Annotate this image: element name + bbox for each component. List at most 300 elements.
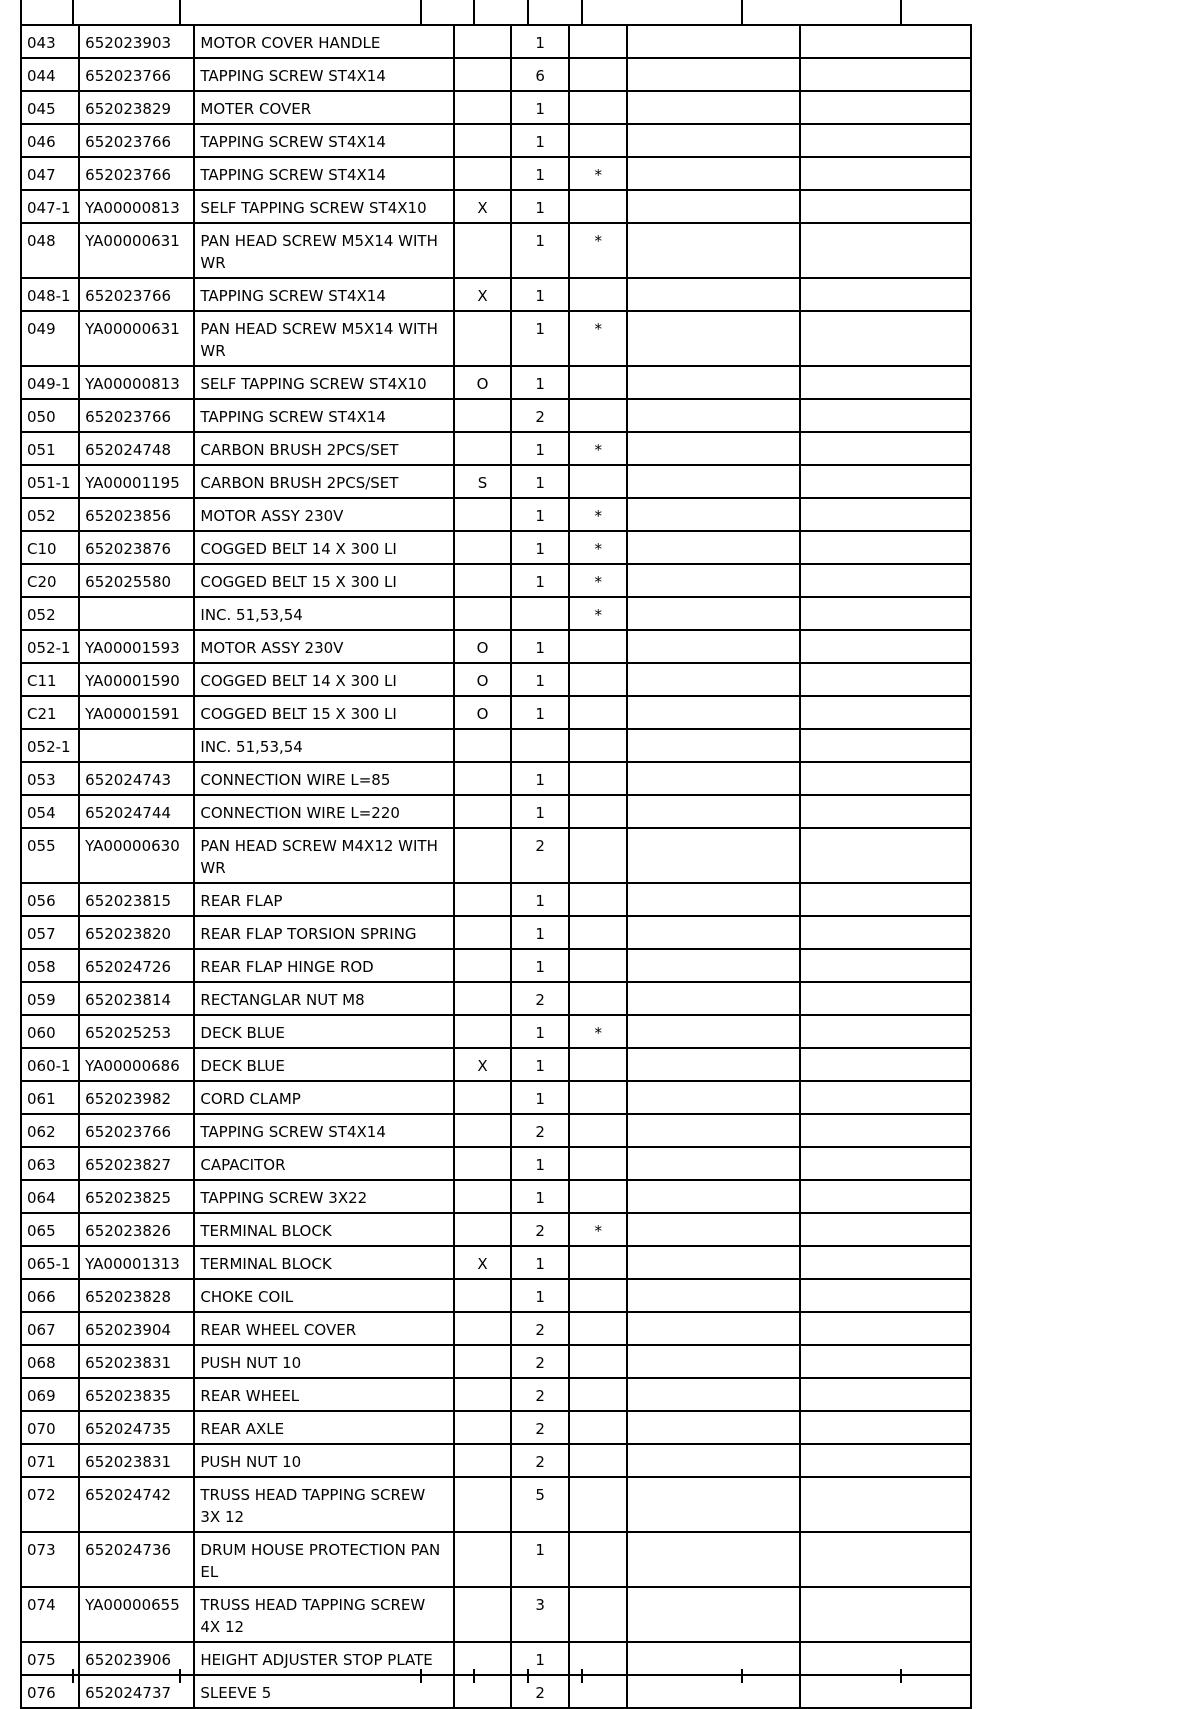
- table-row: [21, 399, 971, 432]
- change-mark-cell: [454, 1411, 511, 1444]
- blank-column-b-cell: [800, 1411, 971, 1444]
- blank-column-a-cell: [627, 432, 799, 465]
- blank-column-b-cell: [800, 25, 971, 58]
- spare-mark-cell: [569, 630, 627, 663]
- item-number-cell: 069: [21, 1378, 79, 1411]
- blank-column-a-cell: [627, 58, 799, 91]
- table-row: [21, 25, 971, 58]
- blank-column-b-cell: [800, 564, 971, 597]
- blank-column-b-cell: [800, 982, 971, 1015]
- table-top-continuation: [20, 0, 972, 24]
- item-number-cell: 047-1: [21, 190, 79, 223]
- description-cell: PAN HEAD SCREW M5X14 WITH WR: [194, 223, 454, 278]
- item-number-cell: 051: [21, 432, 79, 465]
- change-mark-cell: [454, 762, 511, 795]
- blank-column-b-cell: [800, 795, 971, 828]
- part-number-cell: 652025253: [79, 1015, 194, 1048]
- quantity-cell: 1: [511, 278, 569, 311]
- item-number-cell: 052-1: [21, 729, 79, 762]
- part-number-cell: YA00000655: [79, 1587, 194, 1642]
- blank-column-a-cell: [627, 1312, 799, 1345]
- blank-column-a-cell: [627, 223, 799, 278]
- blank-column-a-cell: [627, 630, 799, 663]
- item-number-cell: 047: [21, 157, 79, 190]
- description-cell: DECK BLUE: [194, 1015, 454, 1048]
- quantity-cell: 1: [511, 1081, 569, 1114]
- item-number-cell: 049-1: [21, 366, 79, 399]
- change-mark-cell: [454, 795, 511, 828]
- spare-mark-cell: *: [569, 223, 627, 278]
- item-number-cell: 046: [21, 124, 79, 157]
- blank-column-a-cell: [627, 465, 799, 498]
- quantity-cell: 1: [511, 1180, 569, 1213]
- blank-column-b-cell: [800, 190, 971, 223]
- part-number-cell: YA00000813: [79, 366, 194, 399]
- change-mark-cell: [454, 1114, 511, 1147]
- spare-mark-cell: [569, 58, 627, 91]
- blank-column-b-cell: [800, 696, 971, 729]
- part-number-cell: 652023906: [79, 1642, 194, 1675]
- blank-column-a-cell: [627, 1532, 799, 1587]
- quantity-cell: 1: [511, 223, 569, 278]
- blank-column-b-cell: [800, 124, 971, 157]
- description-cell: MOTER COVER: [194, 91, 454, 124]
- change-mark-cell: [454, 91, 511, 124]
- blank-column-a-cell: [627, 91, 799, 124]
- table-row: [21, 795, 971, 828]
- blank-column-b-cell: [800, 432, 971, 465]
- change-mark-cell: [454, 1213, 511, 1246]
- quantity-cell: 2: [511, 1114, 569, 1147]
- blank-column-b-cell: [800, 949, 971, 982]
- part-number-cell: YA00000631: [79, 223, 194, 278]
- part-number-cell: [79, 729, 194, 762]
- table-row: [21, 124, 971, 157]
- blank-column-a-cell: [627, 1081, 799, 1114]
- change-mark-cell: O: [454, 630, 511, 663]
- part-number-cell: 652024744: [79, 795, 194, 828]
- blank-column-a-cell: [627, 1345, 799, 1378]
- blank-column-a-cell: [627, 795, 799, 828]
- quantity-cell: 2: [511, 1345, 569, 1378]
- blank-column-b-cell: [800, 630, 971, 663]
- part-number-cell: 652023766: [79, 157, 194, 190]
- blank-column-b-cell: [800, 1180, 971, 1213]
- blank-column-a-cell: [627, 762, 799, 795]
- change-mark-cell: [454, 982, 511, 1015]
- spare-mark-cell: [569, 1114, 627, 1147]
- item-number-cell: 057: [21, 916, 79, 949]
- blank-column-b-cell: [800, 1444, 971, 1477]
- blank-column-a-cell: [627, 1279, 799, 1312]
- quantity-cell: 3: [511, 1587, 569, 1642]
- spare-mark-cell: *: [569, 1015, 627, 1048]
- table-row: [21, 982, 971, 1015]
- description-cell: TAPPING SCREW ST4X14: [194, 124, 454, 157]
- blank-column-b-cell: [800, 883, 971, 916]
- quantity-cell: 1: [511, 1147, 569, 1180]
- description-cell: INC. 51,53,54: [194, 729, 454, 762]
- table-row: [21, 564, 971, 597]
- blank-column-b-cell: [800, 762, 971, 795]
- blank-column-b-cell: [800, 1015, 971, 1048]
- quantity-cell: 6: [511, 58, 569, 91]
- change-mark-cell: [454, 531, 511, 564]
- change-mark-cell: [454, 916, 511, 949]
- part-number-cell: 652023856: [79, 498, 194, 531]
- item-number-cell: 043: [21, 25, 79, 58]
- part-number-cell: 652023835: [79, 1378, 194, 1411]
- blank-column-b-cell: [800, 223, 971, 278]
- spare-mark-cell: [569, 465, 627, 498]
- quantity-cell: 1: [511, 1279, 569, 1312]
- change-mark-cell: [454, 399, 511, 432]
- part-number-cell: 652023826: [79, 1213, 194, 1246]
- description-cell: PUSH NUT 10: [194, 1345, 454, 1378]
- change-mark-cell: [454, 949, 511, 982]
- blank-column-a-cell: [627, 949, 799, 982]
- table-row: [21, 1378, 971, 1411]
- item-number-cell: 049: [21, 311, 79, 366]
- blank-column-b-cell: [800, 1279, 971, 1312]
- description-cell: TAPPING SCREW ST4X14: [194, 58, 454, 91]
- item-number-cell: 052: [21, 498, 79, 531]
- table-row: [21, 1147, 971, 1180]
- item-number-cell: 053: [21, 762, 79, 795]
- part-number-cell: 652023820: [79, 916, 194, 949]
- table-row: [21, 465, 971, 498]
- part-number-cell: YA00001195: [79, 465, 194, 498]
- description-cell: SELF TAPPING SCREW ST4X10: [194, 190, 454, 223]
- table-row: [21, 1312, 971, 1345]
- spare-mark-cell: [569, 399, 627, 432]
- description-cell: SLEEVE 5: [194, 1675, 454, 1708]
- item-number-cell: 054: [21, 795, 79, 828]
- blank-column-b-cell: [800, 58, 971, 91]
- quantity-cell: 1: [511, 1015, 569, 1048]
- blank-column-a-cell: [627, 1015, 799, 1048]
- part-number-cell: YA00001590: [79, 663, 194, 696]
- item-number-cell: 065-1: [21, 1246, 79, 1279]
- blank-column-a-cell: [627, 531, 799, 564]
- quantity-cell: 1: [511, 465, 569, 498]
- blank-column-a-cell: [627, 1587, 799, 1642]
- blank-column-a-cell: [627, 1444, 799, 1477]
- blank-column-b-cell: [800, 91, 971, 124]
- part-number-cell: 652024748: [79, 432, 194, 465]
- description-cell: MOTOR ASSY 230V: [194, 498, 454, 531]
- blank-column-a-cell: [627, 124, 799, 157]
- spare-mark-cell: [569, 366, 627, 399]
- change-mark-cell: X: [454, 278, 511, 311]
- description-cell: REAR AXLE: [194, 1411, 454, 1444]
- item-number-cell: 059: [21, 982, 79, 1015]
- change-mark-cell: [454, 597, 511, 630]
- item-number-cell: 076: [21, 1675, 79, 1708]
- table-row: [21, 597, 971, 630]
- part-number-cell: 652023814: [79, 982, 194, 1015]
- blank-column-b-cell: [800, 1345, 971, 1378]
- table-row: [21, 1213, 971, 1246]
- description-cell: COGGED BELT 14 X 300 LI: [194, 663, 454, 696]
- spare-mark-cell: [569, 1345, 627, 1378]
- blank-column-a-cell: [627, 916, 799, 949]
- blank-column-b-cell: [800, 465, 971, 498]
- description-cell: REAR WHEEL COVER: [194, 1312, 454, 1345]
- table-row: [21, 663, 971, 696]
- description-cell: RECTANGLAR NUT M8: [194, 982, 454, 1015]
- item-number-cell: 070: [21, 1411, 79, 1444]
- item-number-cell: 065: [21, 1213, 79, 1246]
- table-row: [21, 1180, 971, 1213]
- spare-mark-cell: [569, 828, 627, 883]
- table-row: [21, 1246, 971, 1279]
- quantity-cell: 1: [511, 1048, 569, 1081]
- table-row: [21, 1532, 971, 1587]
- blank-column-a-cell: [627, 1213, 799, 1246]
- quantity-cell: 2: [511, 982, 569, 1015]
- part-number-cell: 652024736: [79, 1532, 194, 1587]
- description-cell: MOTOR COVER HANDLE: [194, 25, 454, 58]
- part-number-cell: 652024726: [79, 949, 194, 982]
- item-number-cell: 068: [21, 1345, 79, 1378]
- change-mark-cell: [454, 1279, 511, 1312]
- part-number-cell: 652023831: [79, 1444, 194, 1477]
- blank-column-b-cell: [800, 916, 971, 949]
- spare-mark-cell: *: [569, 157, 627, 190]
- item-number-cell: 060: [21, 1015, 79, 1048]
- item-number-cell: 063: [21, 1147, 79, 1180]
- item-number-cell: 052-1: [21, 630, 79, 663]
- change-mark-cell: [454, 1477, 511, 1532]
- quantity-cell: 1: [511, 916, 569, 949]
- blank-column-b-cell: [800, 1213, 971, 1246]
- spare-mark-cell: [569, 762, 627, 795]
- part-number-cell: 652023766: [79, 124, 194, 157]
- quantity-cell: 1: [511, 432, 569, 465]
- table-row: [21, 1048, 971, 1081]
- table-row: [21, 916, 971, 949]
- description-cell: PAN HEAD SCREW M5X14 WITH WR: [194, 311, 454, 366]
- item-number-cell: C21: [21, 696, 79, 729]
- table-row: [21, 1081, 971, 1114]
- quantity-cell: 1: [511, 696, 569, 729]
- spare-mark-cell: [569, 949, 627, 982]
- table-row: [21, 1345, 971, 1378]
- item-number-cell: 048-1: [21, 278, 79, 311]
- table-row: [21, 1015, 971, 1048]
- quantity-cell: 1: [511, 157, 569, 190]
- quantity-cell: [511, 597, 569, 630]
- quantity-cell: 1: [511, 949, 569, 982]
- item-number-cell: C11: [21, 663, 79, 696]
- table-row: [21, 949, 971, 982]
- spare-mark-cell: [569, 795, 627, 828]
- quantity-cell: 2: [511, 1675, 569, 1708]
- spare-mark-cell: [569, 1279, 627, 1312]
- description-cell: TRUSS HEAD TAPPING SCREW 3X 12: [194, 1477, 454, 1532]
- change-mark-cell: X: [454, 1048, 511, 1081]
- description-cell: CONNECTION WIRE L=85: [194, 762, 454, 795]
- change-mark-cell: X: [454, 1246, 511, 1279]
- table-row: [21, 883, 971, 916]
- blank-column-a-cell: [627, 157, 799, 190]
- table-row: [21, 58, 971, 91]
- part-number-cell: [79, 597, 194, 630]
- quantity-cell: 1: [511, 795, 569, 828]
- description-cell: DECK BLUE: [194, 1048, 454, 1081]
- blank-column-a-cell: [627, 366, 799, 399]
- change-mark-cell: [454, 1147, 511, 1180]
- change-mark-cell: O: [454, 696, 511, 729]
- blank-column-a-cell: [627, 982, 799, 1015]
- table-row: [21, 223, 971, 278]
- blank-column-a-cell: [627, 498, 799, 531]
- change-mark-cell: [454, 883, 511, 916]
- part-number-cell: 652023827: [79, 1147, 194, 1180]
- quantity-cell: 1: [511, 366, 569, 399]
- item-number-cell: 071: [21, 1444, 79, 1477]
- item-number-cell: 052: [21, 597, 79, 630]
- blank-column-b-cell: [800, 498, 971, 531]
- blank-column-a-cell: [627, 1411, 799, 1444]
- quantity-cell: 1: [511, 630, 569, 663]
- table-row: [21, 630, 971, 663]
- description-cell: REAR FLAP TORSION SPRING: [194, 916, 454, 949]
- part-number-cell: 652024743: [79, 762, 194, 795]
- blank-column-a-cell: [627, 663, 799, 696]
- table-row: [21, 828, 971, 883]
- description-cell: REAR FLAP: [194, 883, 454, 916]
- table-row: [21, 1587, 971, 1642]
- blank-column-b-cell: [800, 597, 971, 630]
- item-number-cell: 064: [21, 1180, 79, 1213]
- description-cell: TRUSS HEAD TAPPING SCREW 4X 12: [194, 1587, 454, 1642]
- change-mark-cell: [454, 58, 511, 91]
- item-number-cell: 056: [21, 883, 79, 916]
- item-number-cell: 062: [21, 1114, 79, 1147]
- change-mark-cell: O: [454, 663, 511, 696]
- quantity-cell: 2: [511, 1411, 569, 1444]
- spare-mark-cell: [569, 1411, 627, 1444]
- description-cell: CORD CLAMP: [194, 1081, 454, 1114]
- spare-mark-cell: [569, 278, 627, 311]
- part-number-cell: 652024737: [79, 1675, 194, 1708]
- quantity-cell: 2: [511, 1213, 569, 1246]
- blank-column-b-cell: [800, 828, 971, 883]
- quantity-cell: 1: [511, 762, 569, 795]
- change-mark-cell: [454, 729, 511, 762]
- quantity-cell: 2: [511, 1378, 569, 1411]
- part-number-cell: 652023904: [79, 1312, 194, 1345]
- blank-column-a-cell: [627, 190, 799, 223]
- table-row: [21, 311, 971, 366]
- table-bottom-continuation: [20, 1669, 972, 1683]
- spare-mark-cell: [569, 1147, 627, 1180]
- item-number-cell: 072: [21, 1477, 79, 1532]
- change-mark-cell: [454, 1587, 511, 1642]
- table-row: [21, 1477, 971, 1532]
- quantity-cell: 2: [511, 1312, 569, 1345]
- change-mark-cell: [454, 1312, 511, 1345]
- item-number-cell: C20: [21, 564, 79, 597]
- quantity-cell: 1: [511, 311, 569, 366]
- spare-mark-cell: [569, 91, 627, 124]
- blank-column-a-cell: [627, 1048, 799, 1081]
- change-mark-cell: [454, 25, 511, 58]
- quantity-cell: 1: [511, 124, 569, 157]
- part-number-cell: 652023876: [79, 531, 194, 564]
- change-mark-cell: [454, 1378, 511, 1411]
- quantity-cell: 2: [511, 399, 569, 432]
- item-number-cell: 075: [21, 1642, 79, 1675]
- item-number-cell: 061: [21, 1081, 79, 1114]
- table-row: [21, 762, 971, 795]
- quantity-cell: 1: [511, 1246, 569, 1279]
- blank-column-b-cell: [800, 278, 971, 311]
- spare-mark-cell: [569, 1246, 627, 1279]
- item-number-cell: 051-1: [21, 465, 79, 498]
- spare-mark-cell: [569, 916, 627, 949]
- quantity-cell: 1: [511, 91, 569, 124]
- blank-column-a-cell: [627, 564, 799, 597]
- spare-mark-cell: [569, 1081, 627, 1114]
- description-cell: MOTOR ASSY 230V: [194, 630, 454, 663]
- part-number-cell: 652023903: [79, 25, 194, 58]
- table-row: [21, 729, 971, 762]
- item-number-cell: 044: [21, 58, 79, 91]
- blank-column-a-cell: [627, 399, 799, 432]
- blank-column-b-cell: [800, 311, 971, 366]
- part-number-cell: YA00001313: [79, 1246, 194, 1279]
- part-number-cell: YA00000686: [79, 1048, 194, 1081]
- change-mark-cell: [454, 311, 511, 366]
- blank-column-b-cell: [800, 729, 971, 762]
- part-number-cell: 652023766: [79, 399, 194, 432]
- blank-column-a-cell: [627, 1180, 799, 1213]
- change-mark-cell: [454, 828, 511, 883]
- blank-column-b-cell: [800, 531, 971, 564]
- table-row: [21, 531, 971, 564]
- quantity-cell: 1: [511, 663, 569, 696]
- blank-column-a-cell: [627, 883, 799, 916]
- blank-column-a-cell: [627, 278, 799, 311]
- description-cell: TAPPING SCREW 3X22: [194, 1180, 454, 1213]
- table-row: [21, 278, 971, 311]
- part-number-cell: 652023825: [79, 1180, 194, 1213]
- part-number-cell: YA00000631: [79, 311, 194, 366]
- item-number-cell: 073: [21, 1532, 79, 1587]
- change-mark-cell: [454, 1444, 511, 1477]
- change-mark-cell: [454, 157, 511, 190]
- table-row: [21, 696, 971, 729]
- part-number-cell: 652023829: [79, 91, 194, 124]
- table-row: [21, 1444, 971, 1477]
- parts-table-body: [21, 25, 971, 1708]
- blank-column-a-cell: [627, 1246, 799, 1279]
- blank-column-b-cell: [800, 1587, 971, 1642]
- blank-column-b-cell: [800, 1147, 971, 1180]
- description-cell: INC. 51,53,54: [194, 597, 454, 630]
- item-number-cell: 058: [21, 949, 79, 982]
- description-cell: REAR WHEEL: [194, 1378, 454, 1411]
- spare-mark-cell: [569, 883, 627, 916]
- description-cell: COGGED BELT 15 X 300 LI: [194, 696, 454, 729]
- spare-mark-cell: [569, 663, 627, 696]
- quantity-cell: [511, 729, 569, 762]
- spare-mark-cell: [569, 1532, 627, 1587]
- spare-mark-cell: *: [569, 531, 627, 564]
